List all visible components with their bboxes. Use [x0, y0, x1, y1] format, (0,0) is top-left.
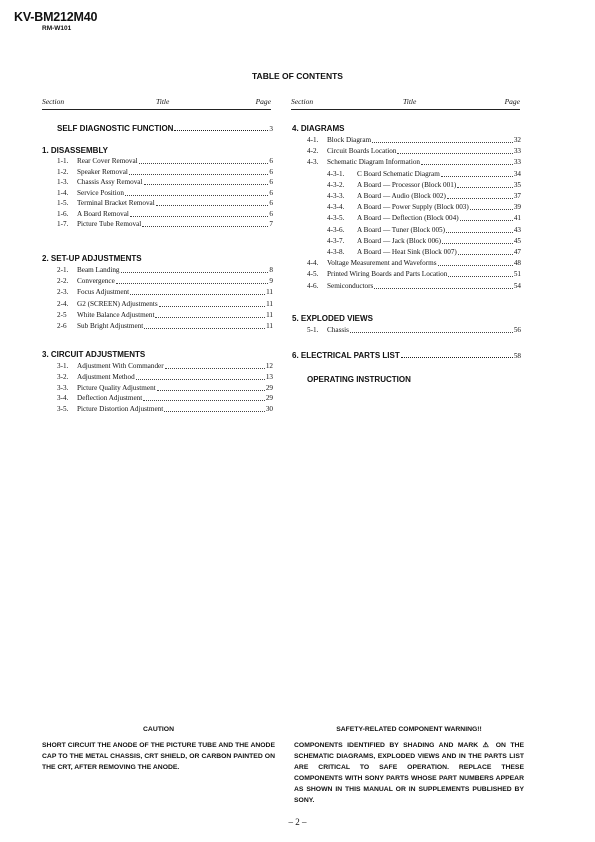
section-header: Section	[42, 97, 65, 106]
toc-entry-number: 2-3.	[57, 288, 69, 297]
toc-entry-page: 41	[513, 214, 521, 223]
toc-entry-label: Service Position	[77, 188, 124, 197]
leader-dots	[460, 214, 513, 221]
leader-dots	[372, 136, 513, 143]
leader-dots	[446, 226, 513, 233]
toc-entry-page: 30	[265, 405, 273, 414]
toc-entry-number: 4-4.	[307, 259, 319, 268]
toc-entry-page: 33	[513, 147, 521, 156]
toc-entry-label: Beam Landing	[77, 266, 120, 274]
page-title: TABLE OF CONTENTS	[252, 71, 343, 81]
toc-entry-page: 43	[513, 225, 521, 234]
leader-dots	[121, 266, 269, 273]
toc-entry-page: 37	[513, 192, 521, 200]
toc-entry-number: 1-5.	[57, 199, 69, 207]
toc-entry-number: 1-7.	[57, 220, 69, 228]
toc-entry-label: Chassis	[327, 326, 349, 334]
toc-entry-electrical-parts[interactable]	[292, 351, 521, 361]
toc-entry-page: 8	[269, 266, 273, 274]
toc-entry-number: 4-1.	[307, 136, 319, 144]
toc-entry-number: 5-1.	[307, 326, 319, 334]
leader-dots	[129, 168, 269, 175]
toc-entry[interactable]	[57, 300, 273, 310]
toc-entry-page: 11	[266, 288, 273, 297]
toc-entry-number: 1-1.	[57, 157, 69, 165]
toc-entry-page: 12	[265, 362, 273, 370]
leader-dots	[125, 189, 268, 196]
toc-entry-number: 3-3.	[57, 383, 69, 392]
toc-entry-label: 6. ELECTRICAL PARTS LIST	[292, 351, 400, 360]
toc-entry-page: 3	[269, 125, 273, 133]
toc-entry-page: 9	[269, 277, 273, 286]
toc-entry-page: 7	[269, 220, 273, 228]
leader-dots	[441, 170, 513, 177]
toc-entry-label: Speaker Removal	[77, 167, 128, 176]
leader-dots	[350, 326, 513, 333]
toc-entry-label: Picture Quality Adjustment	[77, 383, 156, 392]
toc-entry[interactable]	[307, 136, 521, 146]
toc-entry-page: 32	[513, 136, 521, 144]
toc-entry[interactable]	[327, 181, 521, 191]
leader-dots	[164, 405, 265, 412]
leader-dots	[458, 248, 513, 255]
page-number: – 2 –	[288, 817, 307, 827]
leader-dots	[442, 237, 513, 244]
leader-dots	[165, 362, 265, 369]
toc-entry-label: Picture Tube Removal	[77, 220, 142, 228]
leader-dots	[143, 394, 265, 401]
leader-dots	[470, 203, 513, 210]
section-header: Section	[291, 97, 314, 106]
leader-dots	[397, 147, 512, 154]
toc-entry-page: 39	[513, 203, 521, 212]
leader-dots	[142, 220, 268, 227]
toc-entry-page: 6	[269, 157, 273, 165]
toc-entry[interactable]	[327, 203, 521, 213]
toc-entry-page: 58	[513, 352, 521, 360]
toc-entry-number: 3-4.	[57, 394, 69, 403]
leader-dots	[136, 373, 265, 380]
toc-entry-number: 4-3-1.	[327, 169, 345, 178]
leader-dots	[144, 178, 269, 185]
leader-dots	[457, 181, 513, 188]
caution-body: SHORT CIRCUIT THE ANODE OF THE PICTURE TUBE AND THE ANODE CAP TO THE METAL CHASSIS, CRT SHIELD, OR CARBON PAINTED ON THE CRT, AFTER REMOVING THE ANODE.	[42, 742, 275, 771]
toc-entry-page: 51	[513, 270, 521, 279]
caution-heading: CAUTION	[143, 726, 174, 733]
toc-entry-page: 6	[269, 188, 273, 197]
toc-entry-label: Schematic Diagram Information	[327, 158, 421, 167]
toc-entry[interactable]	[307, 158, 521, 168]
toc-entry[interactable]	[57, 373, 273, 383]
toc-entry[interactable]	[57, 199, 273, 209]
toc-entry-label: A Board — Heat Sink (Block 007)	[357, 248, 457, 256]
toc-entry-label: Focus Adjustment	[77, 288, 130, 297]
toc-entry-page: 33	[513, 158, 521, 167]
toc-entry-label: A Board — Processor (Block 001)	[357, 180, 457, 189]
leader-dots	[374, 282, 513, 289]
toc-entry-number: 4-3-8.	[327, 248, 345, 256]
toc-entry-label: Block Diagram	[327, 136, 372, 144]
toc-entry-page: 6	[269, 178, 273, 186]
toc-entry-page: 47	[513, 248, 521, 256]
toc-entry-label: A Board — Audio (Block 002)	[357, 192, 446, 200]
toc-entry-label: Adjustment With Commander	[77, 362, 164, 370]
toc-entry[interactable]	[307, 259, 521, 269]
remote-model: RM-W101	[42, 25, 72, 32]
toc-entry[interactable]	[57, 288, 273, 298]
toc-entry-number: 4-5.	[307, 270, 319, 279]
leader-dots	[438, 259, 513, 266]
toc-entry-number: 4-3-6.	[327, 225, 345, 234]
toc-entry[interactable]	[307, 270, 521, 280]
toc-entry[interactable]	[57, 362, 273, 372]
toc-entry-number: 4-3.	[307, 158, 319, 167]
leader-dots	[130, 210, 269, 217]
toc-entry-label: Chassis Assy Removal	[77, 178, 143, 186]
leader-dots	[139, 157, 269, 164]
leader-dots	[421, 158, 513, 165]
leader-dots	[144, 322, 265, 329]
toc-entry-label: A Board Removal	[77, 209, 129, 218]
leader-dots	[130, 288, 265, 295]
toc-entry-number: 4-3-2.	[327, 180, 345, 189]
toc-entry-number: 4-3-7.	[327, 236, 345, 245]
toc-entry-label: Semiconductors	[327, 281, 374, 290]
toc-entry-label: Voltage Measurement and Waveforms	[327, 259, 437, 268]
toc-entry-label: White Balance Adjustment	[77, 310, 155, 319]
toc-entry-page: 13	[265, 372, 273, 381]
page-header: Page	[255, 97, 271, 106]
section-heading-setup: 2. SET-UP ADJUSTMENTS	[42, 254, 142, 263]
toc-entry-page: 45	[513, 236, 521, 245]
toc-entry-label: Picture Distortion Adjustment	[77, 405, 164, 414]
leader-dots	[401, 351, 513, 358]
leader-dots	[157, 384, 265, 391]
toc-entry-label: A Board — Tuner (Block 005)	[357, 225, 446, 234]
toc-entry[interactable]	[57, 322, 273, 332]
safety-heading: SAFETY-RELATED COMPONENT WARNING!!	[336, 726, 482, 733]
leader-dots	[156, 199, 269, 206]
toc-entry-page: 11	[266, 299, 273, 308]
toc-entry-number: 1-4.	[57, 188, 69, 197]
left-column-header	[42, 97, 271, 110]
toc-entry-label: SELF DIAGNOSTIC FUNCTION	[57, 124, 174, 133]
toc-entry-label: Circuit Boards Location	[327, 147, 397, 156]
toc-entry-number: 2-6	[57, 322, 67, 330]
model-number: KV-BM212M40	[14, 10, 98, 24]
toc-entry[interactable]	[327, 237, 521, 247]
toc-entry[interactable]	[57, 266, 273, 276]
toc-entry-page: 6	[269, 167, 273, 176]
toc-entry[interactable]	[307, 282, 521, 292]
toc-entry[interactable]	[57, 157, 273, 167]
toc-entry[interactable]	[57, 168, 273, 178]
toc-entry[interactable]	[57, 178, 273, 188]
toc-entry[interactable]	[327, 226, 521, 236]
toc-entry-page: 11	[266, 322, 273, 330]
toc-entry[interactable]	[57, 210, 273, 220]
toc-entry-page: 48	[513, 259, 521, 268]
leader-dots	[155, 311, 265, 318]
leader-dots	[174, 124, 268, 131]
toc-entry[interactable]	[57, 220, 273, 230]
toc-entry[interactable]	[57, 311, 273, 321]
section-heading-disassembly: 1. DISASSEMBLY	[42, 146, 108, 155]
toc-entry-number: 2-2.	[57, 277, 69, 286]
leader-dots	[448, 270, 512, 277]
toc-entry-label: Deflection Adjustment	[77, 394, 143, 403]
toc-entry[interactable]	[307, 147, 521, 157]
toc-entry-number: 4-2.	[307, 147, 319, 156]
safety-body: COMPONENTS IDENTIFIED BY SHADING AND MARK ⚠ ON THE SCHEMATIC DIAGRAMS, EXPLODED VIEWS AND IN THE PARTS LIST ARE CRITICAL TO SAFE OPERATION. REPLACE THESE COMPONENTS WITH SONY PARTS WHOSE PART NUMBERS APPEAR AS SHOWN IN THIS MANUAL OR IN SUPPLEMENTS PUBLISHED BY SONY.	[294, 742, 524, 804]
toc-entry-number: 1-3.	[57, 178, 69, 186]
leader-dots	[116, 277, 269, 284]
toc-entry[interactable]	[57, 405, 273, 415]
toc-entry-number: 4-6.	[307, 281, 319, 290]
toc-entry-number: 2-5	[57, 310, 67, 319]
toc-entry-label: Printed Wiring Boards and Parts Location	[327, 270, 448, 279]
toc-entry-page: 34	[513, 169, 521, 178]
section-heading-exploded: 5. EXPLODED VIEWS	[292, 314, 373, 323]
section-heading-circuit: 3. CIRCUIT ADJUSTMENTS	[42, 350, 146, 359]
toc-entry-label: A Board — Power Supply (Block 003)	[357, 203, 469, 212]
toc-entry-label: A Board — Jack (Block 006)	[357, 236, 442, 245]
leader-dots	[447, 192, 513, 199]
toc-entry-page: 35	[513, 180, 521, 189]
toc-entry-label: Adjustment Method	[77, 372, 135, 381]
toc-entry-label: Sub Bright Adjustment	[77, 322, 144, 330]
toc-entry[interactable]	[307, 326, 521, 336]
title-header: Title	[156, 97, 170, 106]
toc-entry-label: C Board Schematic Diagram	[357, 169, 440, 178]
toc-entry-number: 3-2.	[57, 372, 69, 381]
toc-entry-page: 6	[269, 209, 273, 218]
toc-entry[interactable]	[327, 214, 521, 224]
toc-entry-page: 54	[513, 281, 521, 290]
toc-entry-number: 2-4.	[57, 299, 69, 308]
toc-entry[interactable]	[57, 277, 273, 287]
toc-entry-number: 1-6.	[57, 209, 69, 218]
toc-entry-number: 2-1.	[57, 266, 69, 274]
toc-entry-number: 3-1.	[57, 362, 69, 370]
toc-entry[interactable]	[327, 248, 521, 258]
toc-entry-number: 4-3-5.	[327, 214, 345, 223]
toc-entry[interactable]	[327, 170, 521, 180]
page-header: Page	[504, 97, 520, 106]
toc-entry[interactable]	[57, 394, 273, 404]
toc-entry-number: 3-5.	[57, 405, 69, 414]
toc-entry[interactable]	[327, 192, 521, 202]
toc-entry-page: 56	[513, 326, 521, 334]
right-column-header	[291, 97, 520, 110]
toc-entry-self-diagnostic[interactable]	[57, 124, 273, 134]
toc-entry-label: Convergence	[77, 277, 115, 286]
toc-entry-number: 1-2.	[57, 167, 69, 176]
leader-dots	[159, 300, 265, 307]
toc-entry[interactable]	[57, 384, 273, 394]
toc-entry-operating-instruction[interactable]: OPERATING INSTRUCTION	[307, 375, 411, 384]
title-header: Title	[403, 97, 417, 106]
toc-entry-label: Terminal Bracket Removal	[77, 199, 155, 207]
toc-entry[interactable]	[57, 189, 273, 199]
toc-entry-number: 4-3-3.	[327, 192, 345, 200]
toc-entry-page: 6	[269, 199, 273, 207]
toc-entry-label: G2 (SCREEN) Adjustments	[77, 299, 158, 308]
toc-entry-page: 11	[266, 310, 273, 319]
toc-entry-page: 29	[265, 394, 273, 403]
toc-entry-label: A Board — Deflection (Block 004)	[357, 214, 459, 223]
toc-entry-number: 4-3-4.	[327, 203, 345, 212]
toc-entry-label: Rear Cover Removal	[77, 157, 138, 165]
section-heading-diagrams: 4. DIAGRAMS	[292, 124, 345, 133]
toc-entry-page: 29	[265, 383, 273, 392]
